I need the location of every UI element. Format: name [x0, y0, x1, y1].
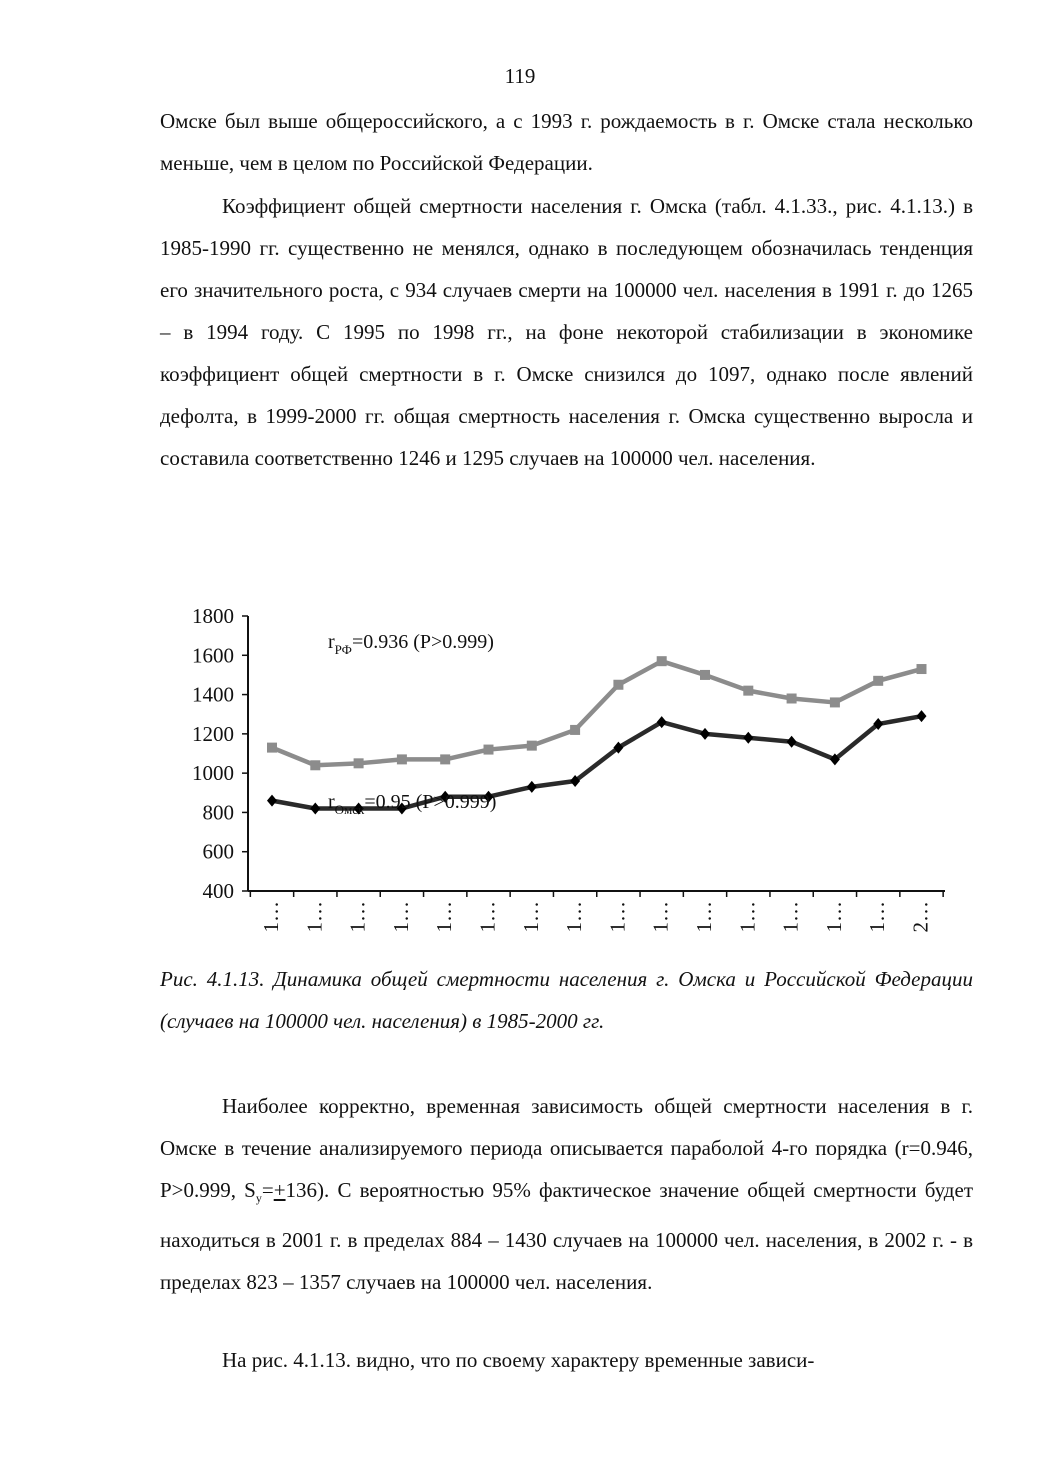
x-tick-label: 1… — [475, 901, 500, 933]
y-tick-label: 1800 — [192, 604, 234, 628]
x-tick-label: 1… — [648, 901, 673, 933]
y-tick-label: 600 — [202, 839, 234, 864]
paragraph-3-plusminus: + — [273, 1178, 286, 1202]
series-2-point — [743, 732, 753, 744]
x-tick-label: 1… — [865, 901, 890, 933]
series-1-point — [484, 745, 494, 755]
series-1-point — [613, 680, 623, 690]
series-1-point — [873, 676, 883, 686]
x-tick-label: 1… — [345, 901, 370, 933]
series-1-point — [830, 697, 840, 707]
paragraph-3-part2: = — [261, 1178, 274, 1202]
paragraph-2: Коэффициент общей смертности населения г. Омска (табл. 4.1.33., рис. 4.1.13.) в 1985-1990 гг. существенно не менялся, однако в последующем обозначилась тенденция его значительного роста, с 934 случаев смерти на 100000 чел. населения в 1991 г. до 1265 – в 1994 году. С 1995 по 1998 гг., на фоне некоторой стабилизации в экономике коэффициент общей смертности в г. Омске снизился до 1097, однако после явлений дефолта, в 1999-2000 гг. общая смертность населения г. Омска существенно выросла и составила соответственно 1246 и 1295 случаев на 100000 чел. населения. — [160, 194, 973, 470]
annotation-1: $r_{РФ}=0.936$ (P>0.999) — [328, 631, 494, 657]
series-1-point — [310, 760, 320, 770]
x-tick-label: 1… — [562, 901, 587, 933]
paragraph-3-part1: Наиболее корректно, временная зависимость общей смертности населения в г. Омске в течение анализируемого периода описывается параболой 4-го порядка (r=0.946, P>0.999, S — [160, 1094, 973, 1202]
series-1-point — [354, 758, 364, 768]
y-tick-label: 1200 — [192, 721, 234, 746]
chart-annotations — [328, 631, 496, 817]
mortality-chart — [160, 596, 960, 936]
x-tick-label: 1… — [605, 901, 630, 933]
figure-caption: Рис. 4.1.13. Динамика общей смертности населения г. Омска и Российской Федерации (случаев на 100000 чел. населения) в 1985-2000 гг. — [160, 967, 973, 1033]
x-axis — [248, 891, 945, 933]
x-tick-label: 1… — [432, 901, 457, 933]
series-2-point — [310, 803, 320, 815]
y-tick-label: 1400 — [192, 682, 234, 707]
y-tick-label: 400 — [202, 879, 234, 903]
paragraph-3 — [160, 1085, 973, 1303]
x-tick-label: 1… — [821, 901, 846, 933]
annotation-2: $r_{Омск}=0.95$ (P>0.999) — [328, 791, 497, 817]
series-1-point — [527, 741, 537, 751]
x-tick-label: 2… — [908, 901, 933, 933]
series-1-line — [272, 661, 922, 765]
series-1-point — [657, 656, 667, 666]
series-1-point — [267, 743, 277, 753]
page-number: 119 — [504, 64, 536, 88]
series-1-point — [440, 754, 450, 764]
series-1-point — [743, 686, 753, 696]
series-2-point — [917, 710, 927, 722]
series-2-point — [700, 728, 710, 740]
x-tick-label: 1… — [778, 901, 803, 933]
paragraph-1: Омске был выше общероссийского, а с 1993 г. рождаемость в г. Омске стала несколько меньше, чем в целом по Российской Федерации. — [160, 109, 973, 175]
series-1-point — [787, 694, 797, 704]
paragraph-3-sub: y — [255, 1191, 262, 1206]
x-tick-label: 1… — [259, 901, 283, 933]
y-tick-label: 1000 — [192, 761, 234, 786]
series-1-point — [700, 670, 710, 680]
x-tick-label: 1… — [692, 901, 716, 933]
paragraph-3-part3: 136). С вероятностью 95% фактическое значение общей смертности будет находиться в 2001 г. в пределах 884 – 1430 случаев на 100000 чел. населения, в 2002 г. - в пределах 823 – 1357 случаев на 100000 чел. населения. — [160, 1178, 973, 1295]
y-tick-label: 800 — [202, 800, 234, 825]
series-2-point — [787, 736, 797, 748]
series-2-point — [267, 795, 277, 807]
paragraph-4: На рис. 4.1.13. видно, что по своему характеру временные зависи- — [222, 1348, 815, 1372]
series-1-point — [397, 754, 407, 764]
x-tick-label: 1… — [302, 901, 327, 933]
series-2-point — [527, 781, 537, 793]
x-tick-label: 1… — [388, 901, 413, 933]
x-tick-label: 1… — [518, 901, 543, 933]
y-axis — [192, 604, 248, 903]
y-tick-label: 1600 — [192, 643, 234, 668]
series-1-point — [917, 664, 927, 674]
x-tick-label: 1… — [735, 901, 760, 933]
series-1-point — [570, 725, 580, 735]
